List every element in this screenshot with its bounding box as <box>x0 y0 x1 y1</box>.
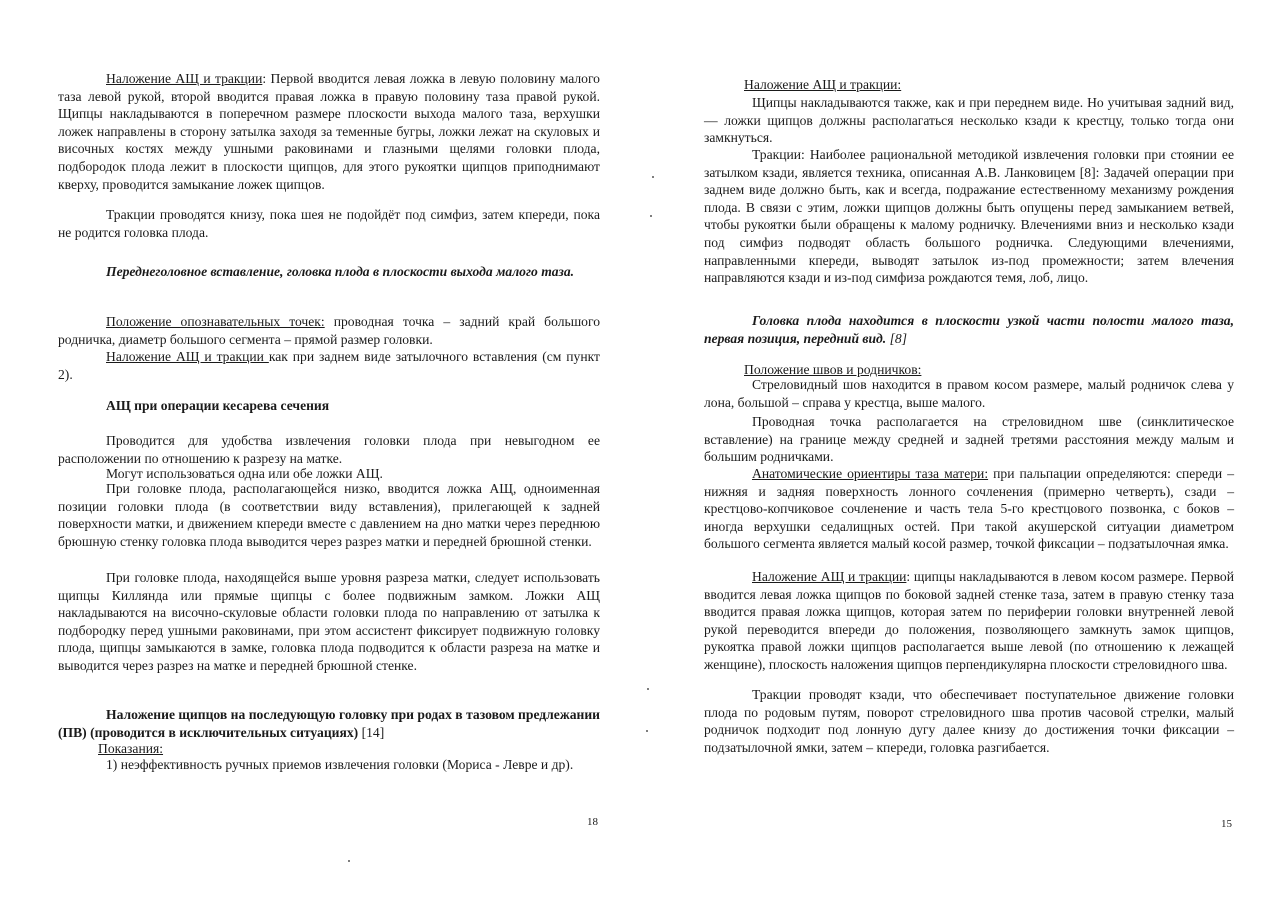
left-paragraph-purpose: Проводится для удобства извлечения головки плода при невыгодном ее расположении по отношению к разрезу на матке. <box>58 433 600 466</box>
left-paragraph-forceps-application <box>58 70 600 193</box>
left-section-heading-cesarean: АЩ при операции кесарева сечения <box>106 398 330 413</box>
right-paragraph-traction-method: Тракции: Наиболее рациональной методикой извлечения головки при стоянии ее затылком кзади, является техника, описанная А.В. Ланковицем [8]: Задачей операции при заднем виде должно быть, как и всегда, подражание естественному механизму рождения плода. В связи с этим, ложки щипцов должны быть опущены перед замыканием ветвей, чтобы рукоятки были обращены к малому родничку. Влечениями вниз и несколько кзади под симфиз подводят область большого родничка. Следующими влечениями, направленными кпереди, выводят затылок из-под промежности; затем влечения направляются кзади и из-под симфиза рождаются темя, лоб, лицо. <box>704 147 1234 286</box>
left-paragraph-text: : Первой вводится левая ложка в левую половину малого таза левой рукой, второй вводится правая ложка в правую половину таза правой рукой. Щипцы накладываются в поперечном размере плоскости выхода малого таза, верхушки ложек направлены в сторону затылка заходя за теменные бугры, ложки лежат на скуловых и височных костях между ушными раковинами и глазными щелями головки плода, подбородок плода лежит в плоскости щипцов, для этого рукоятки щипцов приподнимают кверху, проводится замыкание ложек щипцов. <box>58 71 600 192</box>
right-paragraph-text: при пальпации определяются: спереди – нижняя и задняя поверхность лонного сочленения (примерно четверть), сзади – крестцово-копчиковое сочленение и часть тела 5-го крестцового позвонка, с боков – иногда верхушки седалищных остей. При такой акушерской ситуации диаметром большого сегмента является малый косой размер, точкой фиксации – подзатылочная ямка. <box>704 466 1234 552</box>
scan-speck <box>652 176 654 178</box>
scan-speck <box>646 730 648 732</box>
left-paragraph-text: проводная точка – задний край большого родничка, диаметр большого сегмента – прямой размер головки. <box>58 314 600 347</box>
left-paragraph-landmarks <box>58 313 600 348</box>
left-section-heading-breech <box>58 706 600 741</box>
left-paragraph-heading: Наложение АЩ и тракции <box>106 71 263 86</box>
right-paragraph-posterior-view: Щипцы накладываются также, как и при переднем виде. Но учитывая задний вид, — ложки щипцов должны располагаться несколько кзади к крестцу, только тогда они замкнуться. <box>704 95 1234 146</box>
left-heading-reference: [14] <box>358 724 385 740</box>
right-paragraph-sagittal-suture: Стреловидный шов находится в правом косом размере, малый родничок слева у лона, большой – справа у крестца, выше малого. <box>704 377 1234 410</box>
left-page-number: 18 <box>587 816 598 828</box>
right-heading-forceps: Наложение АЩ и тракции: <box>744 77 902 92</box>
left-heading-text: Наложение щипцов на последующую головку при родах в тазовом предлежании (ПВ) (проводится в исключительных ситуациях) <box>58 707 600 740</box>
right-paragraph-heading: Анатомические ориентиры таза матери: <box>752 466 989 481</box>
left-paragraph-forceps-see-point <box>58 348 600 383</box>
scan-speck <box>650 215 652 217</box>
left-paragraph-traction: Тракции проводятся книзу, пока шея не подойдёт под симфиз, затем кпереди, пока не родится головка плода. <box>58 207 600 240</box>
right-paragraph-pelvic-landmarks <box>704 465 1234 553</box>
scan-speck <box>647 688 649 690</box>
right-paragraph-text: : щипцы накладываются в левом косом размере. Первой вводится левая ложка щипцов по боковой задней стенке таза, затем в правую стенку таза вводится правая ложка щипцов, которая затем по периферии головки внутренней левой рукой переводится впереди до положения, позволяющего замкнуть замок щипцов, рукоятка правой ложки щипцов располагается выше левой (по отношению к лежащей женщине), плоскость наложения щипцов перпендикулярна плоскости стреловидного шва. <box>704 569 1234 672</box>
left-paragraph-heading: Положение опознавательных точек: <box>106 314 325 329</box>
right-paragraph-tractions-backward: Тракции проводят кзади, что обеспечивает поступательное движение головки плода по родовым путям, поворот стреловидного шва против часовой стрелки, малый родничок подходит под лонную дугу далее книзу до достижения точки фиксации – подзатылочной ямки, затем – кпереди, головка разгибается. <box>704 687 1234 755</box>
right-page-number: 15 <box>1221 818 1232 830</box>
right-heading-reference: [8] <box>886 330 907 346</box>
right-paragraph-heading: Наложение АЩ и тракции <box>752 569 907 584</box>
right-heading-sutures: Положение швов и родничков: <box>744 362 922 377</box>
left-paragraph-text: как при заднем виде затылочного вставления (см пункт 2). <box>58 349 600 382</box>
left-section-heading-frontal: Переднеголовное вставление, головка плода в плоскости выхода малого таза. <box>106 264 575 279</box>
left-paragraph-heading: Наложение АЩ и тракции <box>106 349 269 364</box>
right-section-heading-narrow-part <box>704 312 1234 347</box>
left-paragraph-high-head: При головке плода, находящейся выше уровня разреза матки, следует использовать щипцы Киллянда или прямые щипцы с более подвижным замком. Ложки АЩ накладываются на височно-скуловые области головки плода по направлению от затылка к подбородку перед ушными раковинами, при этом ассистент фиксирует подвижную головку плода, щипцы замыкаются в замке, головка плода подводится к области разреза на матке и выводится через разрез на матке и передней брюшной стенке. <box>58 570 600 673</box>
left-paragraph-low-head: При головке плода, располагающейся низко, вводится ложка АЩ, одноименная позиции головки плода (в соответствии виду вставления), прилегающей к задней поверхности матки, и движением кпереди вместе с давлением на дно матки через переднюю брюшную стенку головка плода выводится через разрез матки и передней брюшной стенки. <box>58 481 600 549</box>
left-paragraph-one-or-both: Могут использоваться одна или обе ложки АЩ. <box>106 466 383 481</box>
right-heading-text: Головка плода находится в плоскости узкой части полости малого таза, первая позиция, передний вид. <box>704 313 1234 346</box>
scan-speck <box>348 860 350 862</box>
right-paragraph-forceps-left-oblique <box>704 568 1234 674</box>
right-paragraph-leading-point: Проводная точка располагается на стреловидном шве (синклитическое вставление) на границе между средней и задней третями расстояния между малым и большим родничками. <box>704 414 1234 465</box>
left-indications-label: Показания: <box>98 741 164 756</box>
left-paragraph-indication-1: 1) неэффективность ручных приемов извлечения головки (Мориса - Левре и др). <box>106 757 574 772</box>
